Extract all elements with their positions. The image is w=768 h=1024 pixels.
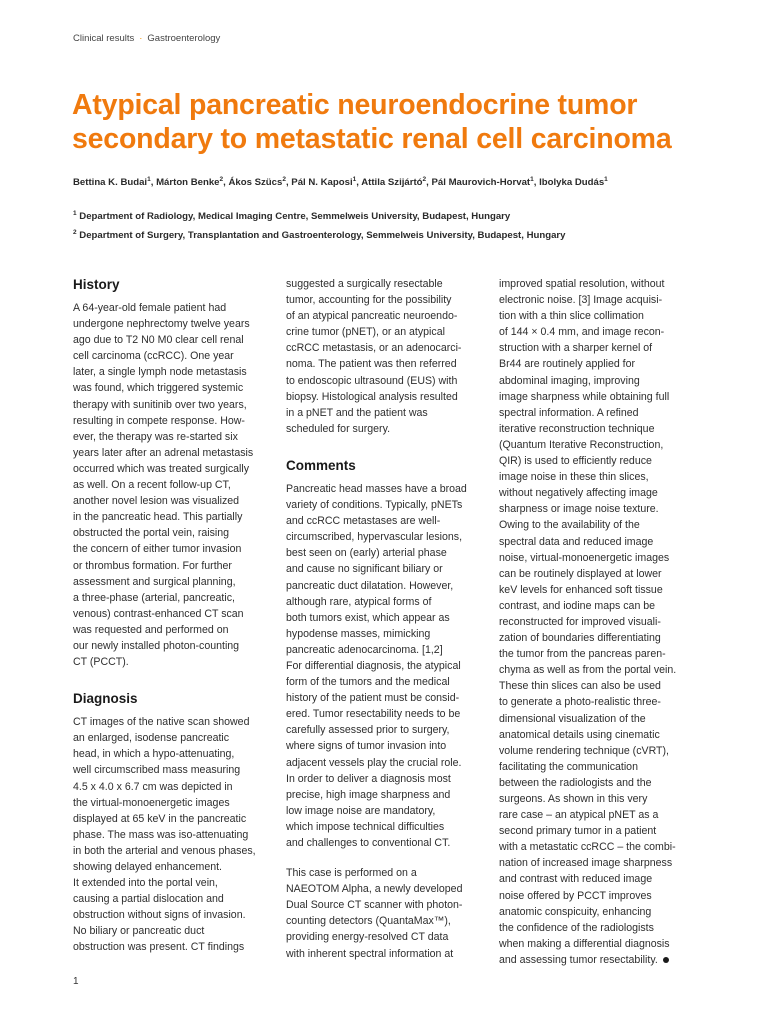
- text-line: QIR) is used to efficiently reduce: [499, 455, 652, 468]
- author-affiliation-mark: 1: [147, 176, 151, 183]
- text-line: to endoscopic ultrasound (EUS) with: [286, 374, 458, 387]
- text-line: (Quantum Iterative Reconstruction,: [499, 438, 664, 451]
- author-name: Attila Szijártó: [361, 177, 423, 189]
- text-line: well circumscribed mass measuring: [73, 764, 241, 777]
- text-line: facilitating the communication: [499, 760, 638, 773]
- text-line: For differential diagnosis, the atypical: [286, 659, 461, 672]
- text-line: carefully assessed prior to surgery,: [286, 724, 450, 737]
- affiliation-number: 1: [73, 210, 77, 217]
- text-line: chyma as well as from the portal vein.: [499, 664, 677, 677]
- text-line: anatomical details using cinematic: [499, 728, 660, 741]
- text-line: although rare, atypical forms of: [286, 595, 432, 608]
- text-line: in the pancreatic head. This partially: [73, 511, 243, 524]
- text-line: when making a differential diagnosis: [499, 937, 670, 950]
- article-title: [72, 88, 712, 156]
- affiliation-text: Department of Surgery, Transplantation and Gastroenterology, Semmelweis University, Budapest, Hungary: [79, 230, 566, 242]
- text-line: noise offered by PCCT improves: [499, 889, 652, 902]
- text-line: ever, the therapy was re-started six: [73, 430, 238, 443]
- text-line: occurred which was treated surgically: [73, 462, 250, 475]
- text-line: the tumor from the pancreas paren-: [499, 648, 666, 661]
- text-line: noma. The patient was then referred: [286, 358, 457, 371]
- text-line: venous) contrast-enhanced CT scan: [73, 607, 244, 620]
- text-line: the concern of either tumor invasion: [73, 543, 242, 556]
- title-line-1: Atypical pancreatic neuroendocrine tumor: [72, 89, 638, 121]
- author-name: Ákos Szücs: [228, 177, 283, 189]
- text-line: improved spatial resolution, without: [499, 278, 665, 290]
- text-line: best seen on (early) arterial phase: [286, 547, 447, 560]
- comments-paragraph: [286, 481, 482, 851]
- text-line: noise, virtual-monoenergetic images: [499, 551, 670, 564]
- text-line: suggested a surgically resectable: [286, 278, 443, 290]
- text-line: contrast, and iodine maps can be: [499, 599, 656, 612]
- text-line: zation of boundaries differentiating: [499, 632, 661, 645]
- author-list: Bettina K. Budai$^1$, Márton Benke$^2$, Ákos Szücs$^2$, Pál N. Kaposi$^1$, Attila Szijártó$^2$, Pál Maurovich-Horvat$^1$, Ibolyka Dudás$^1$: [73, 176, 608, 189]
- text-line: keV levels for enhanced soft tissue: [499, 583, 663, 596]
- text-line: second primary tumor in a patient: [499, 825, 657, 838]
- text-line: without negatively affecting image: [499, 487, 658, 500]
- text-line: pancreatic duct dilatation. However,: [286, 579, 454, 592]
- text-line: with inherent spectral information at: [286, 947, 454, 960]
- text-line: This case is performed on a: [286, 867, 417, 880]
- diagnosis-heading: Diagnosis: [73, 691, 138, 707]
- history-heading: History: [73, 277, 120, 292]
- affiliation-row: [73, 206, 566, 225]
- author-affiliation-mark: 2: [422, 176, 427, 183]
- text-line: NAEOTOM Alpha, a newly developed: [286, 883, 463, 896]
- text-line: reconstructed for improved visuali-: [499, 615, 661, 628]
- text-line: No biliary or pancreatic duct: [73, 925, 205, 938]
- text-line: and contrast with reduced image: [499, 873, 653, 886]
- text-line: sharpness or image noise texture.: [499, 503, 659, 516]
- text-line: crine tumor (pNET), or an atypical: [286, 326, 445, 339]
- affiliation-number: 2: [73, 229, 77, 237]
- text-line: or thrombus formation. For further: [73, 559, 232, 572]
- breadcrumb-separator: ·: [139, 33, 143, 44]
- text-line: and assessing tumor resectability.: [499, 952, 699, 968]
- text-line: the virtual-monoenergetic images: [73, 796, 230, 809]
- text-line: scheduled for surgery.: [286, 422, 391, 435]
- text-line: circumscribed, hypervascular lesions,: [286, 531, 463, 544]
- text-line: of an atypical pancreatic neuroendo-: [286, 310, 458, 323]
- author-affiliation-mark: 1: [530, 176, 534, 183]
- text-line: adjacent vessels play the crucial role.: [286, 756, 462, 769]
- text-line: displayed at 65 keV in the pancreatic: [73, 812, 247, 825]
- page-number: 1: [73, 976, 79, 987]
- text-line: It extended into the portal vein,: [73, 877, 218, 890]
- text-line: resulting in compete response. How-: [73, 414, 245, 427]
- text-line: assessment and surgical planning,: [73, 575, 236, 588]
- author-affiliation-mark: 2: [282, 176, 286, 183]
- text-line: Owing to the availability of the: [499, 519, 640, 532]
- text-line: obstruction without signs of invasion.: [73, 909, 246, 922]
- text-line: obstruction was present. CT findings: [73, 941, 245, 954]
- text-line: volume rendering technique (cVRT),: [499, 744, 669, 757]
- text-line: was requested and performed on: [73, 623, 229, 636]
- breadcrumb-section: Clinical results: [73, 33, 135, 44]
- continued-paragraph: [286, 276, 482, 437]
- text-line: which impose technical difficulties: [286, 820, 445, 833]
- text-line: providing energy-resolved CT data: [286, 931, 449, 944]
- text-line: our newly installed photon-counting: [73, 639, 240, 652]
- text-line: phase. The mass was iso-attenuating: [73, 828, 249, 841]
- text-line: between the radiologists and the: [499, 776, 652, 789]
- history-paragraph: [73, 300, 271, 670]
- text-line: rare case – an atypical pNET as a: [499, 809, 659, 822]
- text-line: and challenges to conventional CT.: [286, 837, 451, 849]
- text-line: history of the patient must be consid-: [286, 692, 460, 705]
- text-line: A 64-year-old female patient had: [73, 302, 227, 314]
- text-line: causing a partial dislocation and: [73, 893, 224, 906]
- text-line: and cause no significant biliary or: [286, 563, 443, 576]
- author-name: Ibolyka Dudás: [539, 177, 605, 189]
- affiliation-text: Department of Radiology, Medical Imaging Centre, Semmelweis University, Budapest, Hungary: [79, 211, 511, 223]
- text-line: CT (PCCT).: [73, 656, 129, 669]
- text-line: years later after an adrenal metastasis: [73, 446, 254, 459]
- comments-heading: Comments: [286, 457, 356, 473]
- text-line: both tumors exist, which appear as: [286, 611, 450, 624]
- text-line: spectral data and reduced image: [499, 535, 654, 548]
- text-line: precise, high image sharpness and: [286, 788, 451, 801]
- text-line: counting detectors (QuantaMax™),: [286, 915, 451, 928]
- affiliation-list: [73, 206, 566, 244]
- column-2: [286, 276, 482, 962]
- diagnosis-paragraph: [73, 714, 271, 955]
- text-line: undergone nephrectomy twelve years: [73, 318, 250, 331]
- text-line: tumor, accounting for the possibility: [286, 294, 452, 307]
- text-line: low image noise are mandatory,: [286, 804, 436, 817]
- text-line: can be routinely displayed at lower: [499, 567, 662, 580]
- text-line: CT images of the native scan showed: [73, 716, 250, 729]
- text-line: variety of conditions. Typically, pNETs: [286, 499, 463, 512]
- text-line: biopsy. Histological analysis resulted: [286, 390, 458, 403]
- text-line: image sharpness while obtaining full: [499, 390, 670, 403]
- author-name: Pál Maurovich-Horvat: [431, 177, 531, 189]
- text-line: of 144 × 0.4 mm, and image recon-: [499, 326, 665, 339]
- text-line: image noise in these thin slices,: [499, 471, 649, 484]
- case-paragraph: [286, 865, 482, 962]
- text-line: In order to deliver a diagnosis most: [286, 772, 451, 785]
- text-line: ago due to T2 N0 M0 clear cell renal: [73, 334, 244, 347]
- breadcrumb: [73, 33, 220, 44]
- text-line: surgeons. As shown in this very: [499, 793, 648, 805]
- text-line: therapy with sunitinib over two years,: [73, 398, 247, 411]
- column-3: [499, 276, 699, 968]
- text-line: Pancreatic head masses have a broad: [286, 482, 467, 495]
- text-line: These thin slices can also be used: [499, 680, 661, 693]
- author-affiliation-mark: 2: [219, 176, 224, 183]
- text-line: pancreatic adenocarcinoma. [1,2]: [286, 643, 443, 656]
- text-line: where signs of tumor invasion into: [286, 740, 447, 753]
- text-line: struction with a sharper kernel of: [499, 342, 653, 355]
- text-line: Dual Source CT scanner with photon-: [286, 899, 463, 912]
- text-line: 4.5 x 4.0 x 6.7 cm was depicted in: [73, 780, 233, 793]
- text-line: the confidence of the radiologists: [499, 921, 654, 934]
- breadcrumb-topic: Gastroenterology: [147, 33, 221, 44]
- text-line: anatomic conspicuity, enhancing: [499, 905, 652, 918]
- text-line: showing delayed enhancement.: [73, 861, 223, 873]
- text-line: ered. Tumor resectability needs to be: [286, 708, 461, 721]
- text-line: nation of increased image sharpness: [499, 857, 673, 870]
- text-line: abdominal imaging, improving: [499, 374, 640, 387]
- text-line: electronic noise. [3] Image acquisi-: [499, 294, 663, 307]
- affiliation-row: [73, 225, 566, 244]
- text-line: spectral information. A refined: [499, 406, 639, 419]
- text-line: in both the arterial and venous phases,: [73, 844, 256, 857]
- end-of-article-mark: [663, 957, 669, 963]
- text-line: tion with a thin slice collimation: [499, 310, 644, 323]
- column-1: [73, 276, 271, 956]
- text-line: with a metastatic ccRCC – the combi-: [499, 841, 676, 854]
- text-line: later, a single lymph node metastasis: [73, 366, 247, 379]
- text-line: hypodense masses, mimicking: [286, 627, 431, 640]
- text-line: an enlarged, isodense pancreatic: [73, 732, 230, 745]
- text-line: another novel lesion was visualized: [73, 495, 240, 508]
- text-line: form of the tumors and the medical: [286, 676, 450, 689]
- text-line: head, in which a hypo-attenuating,: [73, 748, 235, 761]
- text-line: and ccRCC metastases are well-: [286, 515, 441, 528]
- text-line: in a pNET and the patient was: [286, 406, 428, 419]
- text-line: obstructed the portal vein, raising: [73, 527, 230, 540]
- column-3-paragraph: [499, 276, 699, 968]
- author-affiliation-mark: 1: [604, 176, 608, 183]
- text-line: a three-phase (arterial, pancreatic,: [73, 591, 235, 604]
- text-line: dimensional visualization of the: [499, 712, 646, 725]
- text-line: ccRCC metastasis, or an adenocarci-: [286, 342, 462, 355]
- author-name: Bettina K. Budai: [73, 177, 148, 189]
- text-line: was found, which triggered systemic: [73, 382, 244, 395]
- text-line: iterative reconstruction technique: [499, 422, 655, 435]
- text-line: Br44 are routinely applied for: [499, 358, 636, 371]
- author-name: Márton Benke: [156, 177, 220, 189]
- author-name: Pál N. Kaposi: [291, 177, 353, 189]
- title-line-2: secondary to metastatic renal cell carcinoma: [72, 123, 672, 155]
- text-line: to generate a photo-realistic three-: [499, 696, 661, 709]
- author-affiliation-mark: 1: [352, 176, 357, 183]
- text-line: cell carcinoma (ccRCC). One year: [73, 350, 234, 363]
- text-line: as well. On a recent follow-up CT,: [73, 479, 231, 492]
